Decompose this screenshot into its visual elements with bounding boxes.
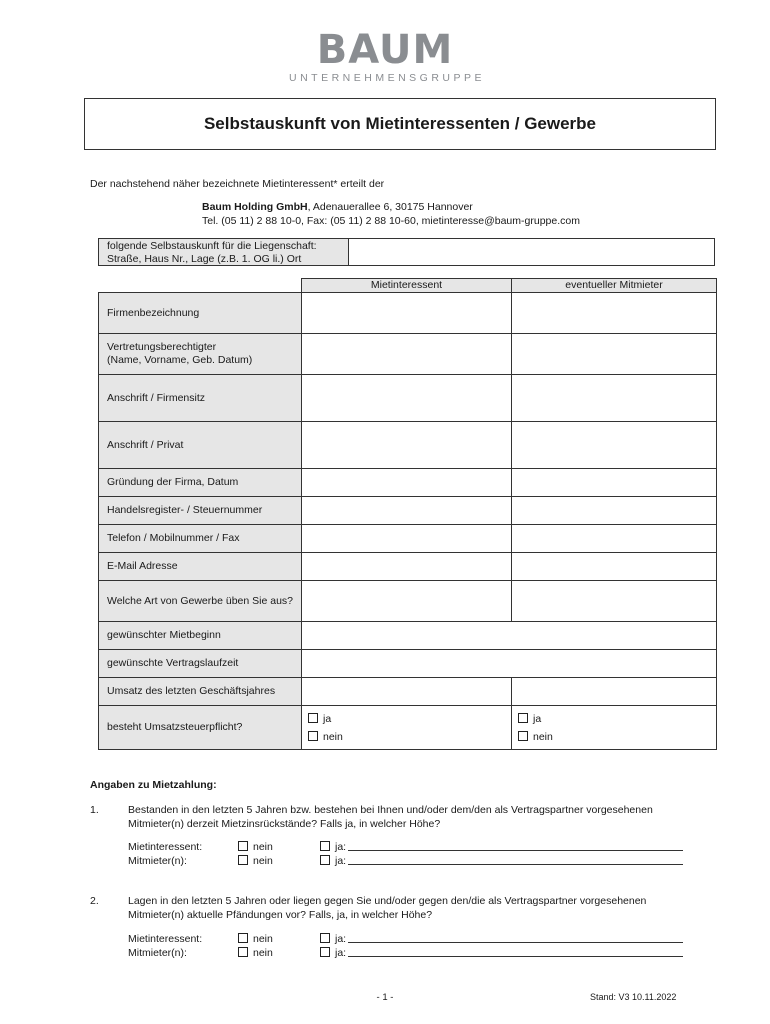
field-umsatz-mitmieter[interactable] bbox=[512, 678, 717, 706]
checkbox-icon[interactable] bbox=[518, 713, 528, 723]
question-text bbox=[128, 803, 718, 831]
property-input[interactable] bbox=[349, 239, 714, 265]
field-umsatz-mietinteressent[interactable] bbox=[302, 678, 512, 706]
option-label: ja: bbox=[335, 841, 347, 853]
field-gewerbe-art-mitmieter[interactable] bbox=[512, 581, 717, 622]
property-label-line1: folgende Selbstauskunft für die Liegenschaft: bbox=[107, 240, 317, 252]
field-anschrift-firmensitz-mietinteressent[interactable] bbox=[302, 375, 512, 422]
option-label: nein bbox=[253, 855, 273, 867]
row-label-umsatzsteuerpflicht: besteht Umsatzsteuerpflicht? bbox=[99, 706, 302, 750]
option-label: ja bbox=[323, 712, 332, 725]
row-label-firmenbezeichnung: Firmenbezeichnung bbox=[99, 293, 302, 334]
page-title: Selbstauskunft von Mietinteressenten / Gewerbe bbox=[203, 114, 597, 133]
checkbox-icon[interactable] bbox=[238, 855, 248, 865]
answer-label: Mietinteressent: bbox=[128, 841, 203, 853]
checkbox-icon[interactable] bbox=[320, 841, 330, 851]
field-vertragslaufzeit[interactable] bbox=[302, 650, 717, 678]
checkbox-icon[interactable] bbox=[238, 841, 248, 851]
info-table bbox=[98, 278, 717, 750]
checkbox-icon[interactable] bbox=[238, 947, 248, 957]
answers-2 bbox=[128, 932, 728, 962]
property-label-line2: Straße, Haus Nr., Lage (z.B. 1. OG li.) Ort bbox=[107, 252, 302, 265]
company-contact: Tel. (05 11) 2 88 10-0, Fax: (05 11) 2 88 10-60, mietinteresse@baum-gruppe.com bbox=[202, 215, 580, 227]
option-nein[interactable] bbox=[308, 728, 503, 746]
property-box bbox=[98, 238, 715, 266]
col-header-mietinteressent: Mietinteressent bbox=[302, 279, 512, 293]
row-label-gruendung: Gründung der Firma, Datum bbox=[99, 469, 302, 497]
answer-row-mietinteressent bbox=[128, 932, 728, 946]
row-label-anschrift-privat: Anschrift / Privat bbox=[99, 422, 302, 469]
checkbox-icon[interactable] bbox=[518, 731, 528, 741]
option-ja[interactable] bbox=[320, 946, 683, 960]
answers-1 bbox=[128, 840, 728, 870]
amount-line[interactable] bbox=[348, 854, 683, 865]
row-label-gewerbe-art: Welche Art von Gewerbe üben Sie aus? bbox=[99, 581, 302, 622]
company-address: , Adenauerallee 6, 30175 Hannover bbox=[307, 201, 473, 213]
col-header-mitmieter: eventueller Mitmieter bbox=[512, 279, 717, 293]
checkbox-icon[interactable] bbox=[320, 933, 330, 943]
page-number: - 1 - bbox=[376, 992, 394, 1003]
question-text bbox=[128, 894, 718, 922]
option-label: nein bbox=[253, 933, 273, 945]
question-line: Lagen in den letzten 5 Jahren oder liegen gegen Sie und/oder gegen den/die als Vertragspartner vorgesehenen bbox=[128, 895, 647, 907]
option-ja[interactable] bbox=[320, 854, 683, 868]
field-vertretungsberechtigter-mietinteressent[interactable] bbox=[302, 334, 512, 375]
option-nein[interactable] bbox=[238, 840, 273, 854]
answer-label: Mitmieter(n): bbox=[128, 855, 187, 867]
row-label-telefon: Telefon / Mobilnummer / Fax bbox=[99, 525, 302, 553]
field-anschrift-privat-mietinteressent[interactable] bbox=[302, 422, 512, 469]
checkbox-icon[interactable] bbox=[308, 713, 318, 723]
answer-label: Mitmieter(n): bbox=[128, 947, 187, 959]
amount-line[interactable] bbox=[348, 946, 683, 957]
field-anschrift-privat-mitmieter[interactable] bbox=[512, 422, 717, 469]
umsatzsteuer-options-mietinteressent bbox=[302, 706, 512, 750]
header-blank bbox=[99, 279, 302, 293]
field-firmenbezeichnung-mietinteressent[interactable] bbox=[302, 293, 512, 334]
field-firmenbezeichnung-mitmieter[interactable] bbox=[512, 293, 717, 334]
question-number: 1. bbox=[90, 804, 99, 816]
option-nein[interactable] bbox=[518, 728, 708, 746]
option-nein[interactable] bbox=[238, 946, 273, 960]
row-label-line: Vertretungsberechtigter bbox=[107, 341, 217, 353]
checkbox-icon[interactable] bbox=[320, 947, 330, 957]
company-address-line bbox=[202, 200, 580, 214]
amount-line[interactable] bbox=[348, 840, 683, 851]
answer-row-mitmieter bbox=[128, 854, 728, 868]
field-gewerbe-art-mietinteressent[interactable] bbox=[302, 581, 512, 622]
logo bbox=[0, 27, 770, 84]
option-label: nein bbox=[323, 730, 343, 743]
answer-label: Mietinteressent: bbox=[128, 933, 203, 945]
title-box bbox=[84, 98, 716, 150]
field-telefon-mietinteressent[interactable] bbox=[302, 525, 512, 553]
option-ja[interactable] bbox=[518, 710, 708, 728]
property-label bbox=[99, 239, 349, 265]
option-label: nein bbox=[253, 947, 273, 959]
option-ja[interactable] bbox=[308, 710, 503, 728]
option-ja[interactable] bbox=[320, 840, 683, 854]
field-mietbeginn[interactable] bbox=[302, 622, 717, 650]
answer-row-mitmieter bbox=[128, 946, 728, 960]
option-label: ja: bbox=[335, 855, 347, 867]
question-line: Mitmieter(n) derzeit Mietzinsrückstände? Falls ja, in welcher Höhe? bbox=[128, 818, 441, 830]
field-anschrift-firmensitz-mitmieter[interactable] bbox=[512, 375, 717, 422]
checkbox-icon[interactable] bbox=[320, 855, 330, 865]
row-label-umsatz: Umsatz des letzten Geschäftsjahres bbox=[99, 678, 302, 706]
row-label-handelsregister: Handelsregister- / Steuernummer bbox=[99, 497, 302, 525]
option-label: ja bbox=[533, 712, 542, 725]
logo-subtitle: UNTERNEHMENSGRUPPE bbox=[288, 72, 485, 84]
checkbox-icon[interactable] bbox=[308, 731, 318, 741]
question-line: Mitmieter(n) aktuelle Pfändungen vor? Falls, ja, in welcher Höhe? bbox=[128, 909, 433, 921]
logo-wordmark: BAUM bbox=[316, 27, 454, 73]
field-handelsregister-mitmieter[interactable] bbox=[512, 497, 717, 525]
row-label-vertretungsberechtigter bbox=[99, 334, 302, 375]
company-block bbox=[202, 200, 580, 228]
row-label-line: (Name, Vorname, Geb. Datum) bbox=[107, 354, 253, 366]
row-label-email: E-Mail Adresse bbox=[99, 553, 302, 581]
field-handelsregister-mietinteressent[interactable] bbox=[302, 497, 512, 525]
amount-line[interactable] bbox=[348, 932, 683, 943]
option-ja[interactable] bbox=[320, 932, 683, 946]
answer-row-mietinteressent bbox=[128, 840, 728, 854]
field-vertretungsberechtigter-mitmieter[interactable] bbox=[512, 334, 717, 375]
row-label-anschrift-firmensitz: Anschrift / Firmensitz bbox=[99, 375, 302, 422]
question-line: Bestanden in den letzten 5 Jahren bzw. bestehen bei Ihnen und/oder dem/den als Vertragspartner vorgesehenen bbox=[128, 804, 653, 816]
field-email-mietinteressent[interactable] bbox=[302, 553, 512, 581]
intro-text: Der nachstehend näher bezeichnete Mietinteressent* erteilt der bbox=[90, 178, 385, 190]
option-nein[interactable] bbox=[238, 854, 273, 868]
option-label: nein bbox=[253, 841, 273, 853]
field-telefon-mitmieter[interactable] bbox=[512, 525, 717, 553]
field-email-mitmieter[interactable] bbox=[512, 553, 717, 581]
payment-heading: Angaben zu Mietzahlung: bbox=[90, 779, 217, 791]
version-stamp: Stand: V3 10.11.2022 bbox=[590, 992, 677, 1002]
option-label: ja: bbox=[335, 933, 347, 945]
row-label-vertragslaufzeit: gewünschte Vertragslaufzeit bbox=[99, 650, 302, 678]
field-gruendung-mietinteressent[interactable] bbox=[302, 469, 512, 497]
option-label: ja: bbox=[335, 947, 347, 959]
question-number: 2. bbox=[90, 895, 99, 907]
checkbox-icon[interactable] bbox=[238, 933, 248, 943]
company-name: Baum Holding GmbH bbox=[202, 201, 308, 213]
row-label-mietbeginn: gewünschter Mietbeginn bbox=[99, 622, 302, 650]
field-gruendung-mitmieter[interactable] bbox=[512, 469, 717, 497]
umsatzsteuer-options-mitmieter bbox=[512, 706, 717, 750]
option-label: nein bbox=[533, 730, 553, 743]
option-nein[interactable] bbox=[238, 932, 273, 946]
